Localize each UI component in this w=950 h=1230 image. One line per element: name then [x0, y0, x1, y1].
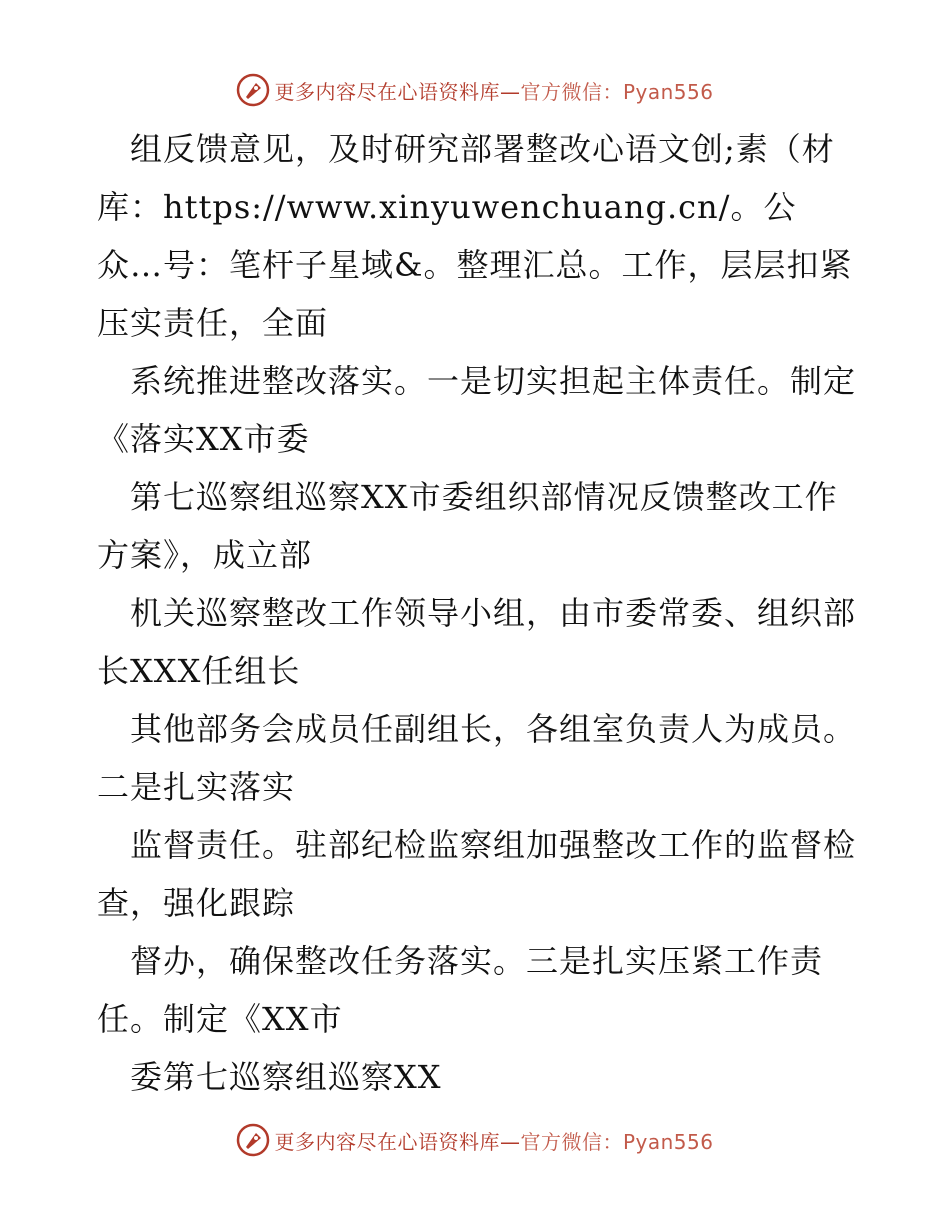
paragraph: 委第七巡察组巡察XX — [97, 1058, 442, 1096]
pen-nib-logo-icon — [236, 1123, 270, 1157]
document-body — [97, 120, 857, 1106]
watermark-wechat: 官方微信：Pyan556 — [520, 1129, 714, 1154]
watermark-text: 更多内容尽在心语资料库— — [274, 79, 521, 104]
paragraph: 机关巡察整改工作领导小组，由市委常委、组织部长XXX任组长 — [97, 594, 857, 690]
pen-nib-logo-icon — [236, 73, 270, 107]
footer-watermark — [0, 1120, 950, 1160]
paragraph: 其他部务会成员任副组长，各组室负责人为成员。二是扎实落实 — [97, 710, 857, 806]
paragraph: 督办，确保整改任务落实。三是扎实压紧工作责任。制定《XX市 — [97, 942, 824, 1038]
paragraph: 系统推进整改落实。一是切实担起主体责任。制定《落实XX市委 — [97, 362, 857, 458]
watermark-text: 更多内容尽在心语资料库— — [274, 1129, 521, 1154]
watermark-wechat: 官方微信：Pyan556 — [520, 79, 714, 104]
header-watermark — [0, 70, 950, 110]
paragraph: 第七巡察组巡察XX市委组织部情况反馈整改工作方案》，成立部 — [97, 478, 838, 574]
paragraph: 监督责任。驻部纪检监察组加强整改工作的监督检查，强化跟踪 — [97, 826, 857, 922]
paragraph: 组反馈意见，及时研究部署整改心语文创;素（材库：https://www.xinyuwenchuang.cn/。公众…号：笔杆子星域&。整理汇总。工作，层层扣紧压实责任，全面 — [97, 130, 853, 342]
